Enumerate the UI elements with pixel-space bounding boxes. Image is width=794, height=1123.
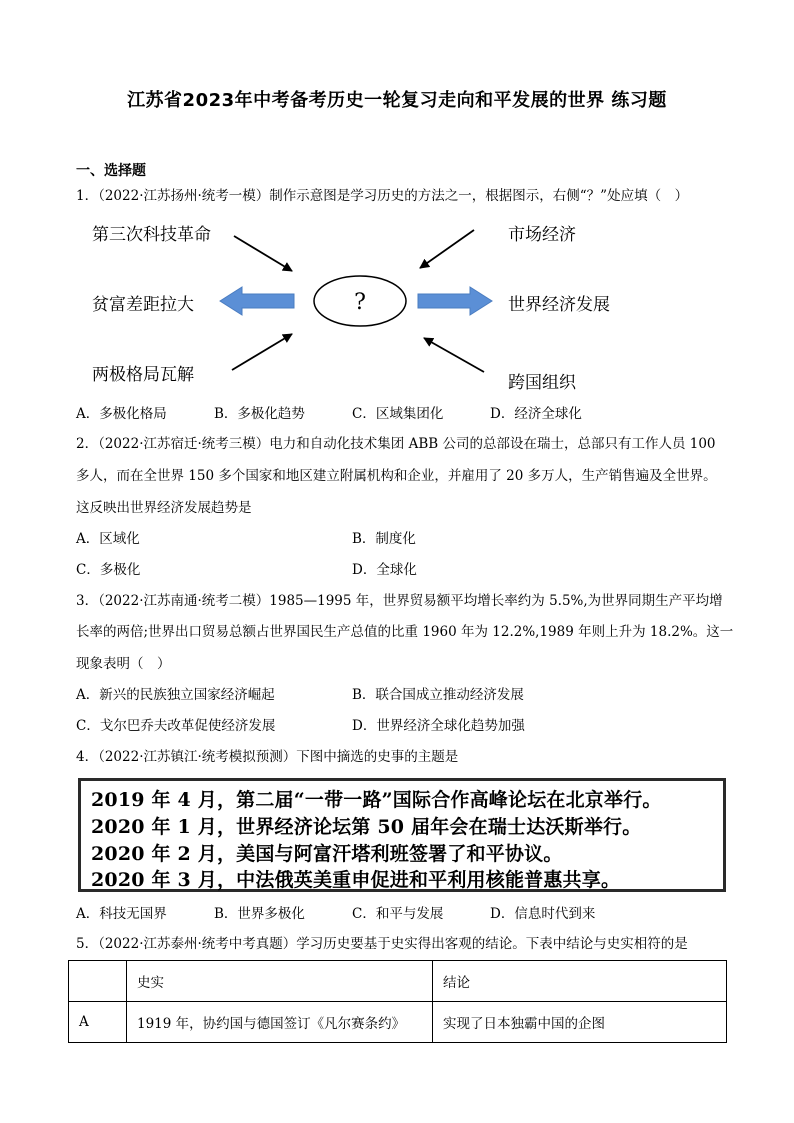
q3-option-d: D．世界经济全球化趋势加强 (352, 718, 525, 734)
arrow-top-right (420, 230, 474, 268)
q2-option-a: A．区域化 (76, 531, 140, 547)
q2-option-b: B．制度化 (352, 531, 416, 547)
q2-line-1: 2．（2022·江苏宿迁·统考三模）电力和自动化技术集团 ABB 公司的总部设在瑞士，总部只有工作人员 100 (76, 436, 716, 452)
q3-line-3: 现象表明（ ） (76, 656, 171, 672)
q1-stem: 1．（2022·江苏扬州·统考一模）制作示意图是学习历史的方法之一，根据图示，右侧“？”处应填（ ） (76, 188, 689, 204)
q4-option-b: B．世界多极化 (214, 906, 305, 922)
q3-line-2: 长率的两倍;世界出口贸易总额占世界国民生产总值的比重 1960 年为 12.2%,1989 年则上升为 18.2%。这一 (76, 624, 734, 640)
arrow-bottom-right (424, 338, 484, 372)
page-title: 江苏省2023年中考备考历史一轮复习走向和平发展的世界 练习题 (127, 90, 667, 111)
news-line-1: 2019 年 4 月，第二届“一带一路”国际合作高峰论坛在北京举行。 (91, 789, 662, 811)
arrow-top-left (234, 236, 292, 271)
q5-table (68, 960, 727, 1043)
arrow-bottom-left (232, 334, 292, 370)
block-arrow-right (418, 287, 492, 315)
q2-line-3: 这反映出世界经济发展趋势是 (76, 500, 252, 516)
q1-option-d: D．经济全球化 (490, 406, 582, 422)
q4-option-c: C．和平与发展 (352, 906, 444, 922)
table-header-cell: 结论 (433, 961, 727, 1002)
q4-option-d: D．信息时代到来 (490, 906, 596, 922)
q3-option-c: C．戈尔巴乔夫改革促使经济发展 (76, 718, 276, 734)
diagram-label-mid-left: 贫富差距拉大 (92, 295, 194, 315)
center-question-mark: ? (354, 290, 366, 315)
diagram-label-bottom-left: 两极格局瓦解 (92, 365, 194, 385)
q4-option-a: A．科技无国界 (76, 906, 167, 922)
table-cell: 实现了日本独霸中国的企图 (433, 1002, 727, 1043)
table-row (69, 1002, 727, 1043)
q1-diagram (76, 212, 716, 397)
diagram-label-mid-right: 世界经济发展 (508, 295, 610, 315)
q1-option-c: C．区域集团化 (352, 406, 444, 422)
q5-stem: 5．（2022·江苏泰州·统考中考真题）学习历史要基于史实得出客观的结论。下表中结论与史实相符的是 (76, 936, 688, 952)
diagram-label-bottom-right: 跨国组织 (508, 373, 576, 393)
diagram-graphics (76, 212, 716, 397)
q1-option-a: A．多极化格局 (76, 406, 167, 422)
section-heading: 一、选择题 (76, 163, 146, 179)
table-cell: 1919 年，协约国与德国签订《凡尔赛条约》 (127, 1002, 433, 1043)
q2-option-d: D．全球化 (352, 562, 417, 578)
news-line-2: 2020 年 1 月，世界经济论坛第 50 届年会在瑞士达沃斯举行。 (91, 816, 642, 838)
q4-news-box (78, 778, 726, 892)
news-line-4: 2020 年 3 月，中法俄英美重申促进和平利用核能普惠共享。 (91, 869, 621, 891)
q4-stem: 4．（2022·江苏镇江·统考模拟预测）下图中摘选的史事的主题是 (76, 749, 459, 765)
table-header-row (69, 961, 727, 1002)
table-header-cell (69, 961, 127, 1002)
q2-line-2: 多人，而在全世界 150 多个国家和地区建立附属机构和企业，并雇用了 20 多万人，生产销售遍及全世界。 (76, 468, 717, 484)
block-arrow-left (220, 287, 294, 315)
q1-option-b: B．多极化趋势 (214, 406, 305, 422)
q3-option-b: B．联合国成立推动经济发展 (352, 687, 524, 703)
table-cell: A (69, 1002, 127, 1043)
news-line-3: 2020 年 2 月，美国与阿富汗塔利班签署了和平协议。 (91, 843, 563, 865)
diagram-label-top-right: 市场经济 (508, 225, 576, 245)
q3-line-1: 3．（2022·江苏南通·统考二模）1985—1995 年，世界贸易额平均增长率约为 5.5%,为世界同期生产平均增 (76, 593, 723, 609)
q2-option-c: C．多极化 (76, 562, 141, 578)
q3-option-a: A．新兴的民族独立国家经济崛起 (76, 687, 275, 703)
table-header-cell: 史实 (127, 961, 433, 1002)
diagram-label-top-left: 第三次科技革命 (92, 225, 211, 245)
